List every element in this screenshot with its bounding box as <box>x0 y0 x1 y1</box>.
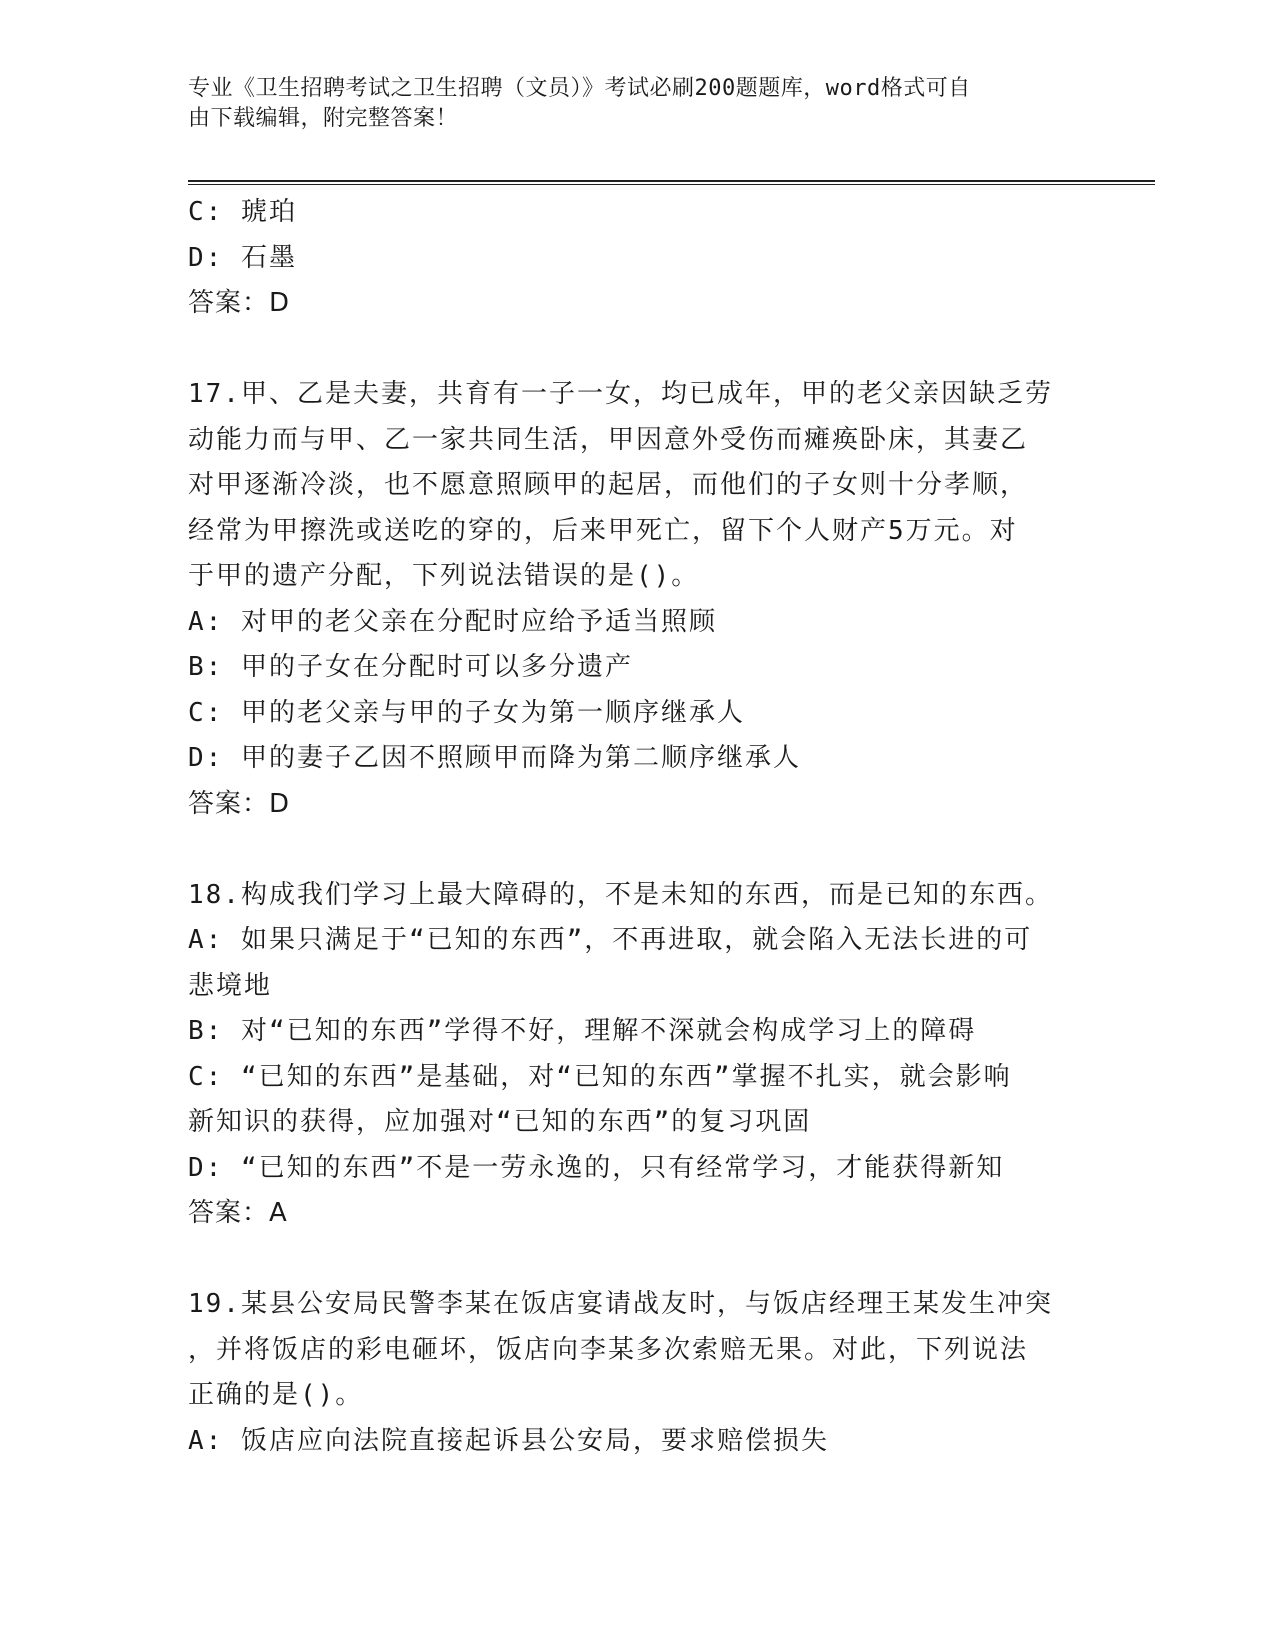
option-c: C: 琥珀 <box>188 197 297 227</box>
option-b: B: 对“已知的东西”学得不好，理解不深就会构成学习上的障碍 <box>188 1016 977 1046</box>
option-b: B: 甲的子女在分配时可以多分遗产 <box>188 652 633 682</box>
document-header <box>188 74 1068 134</box>
question-stem-line: 17.甲、乙是夫妻，共育有一子一女，均已成年，甲的老父亲因缺乏劳 <box>188 379 1053 409</box>
question-stem-line: 经常为甲擦洗或送吃的穿的，后来甲死亡，留下个人财产5万元。对 <box>188 515 1018 546</box>
spacer <box>188 1237 1078 1283</box>
question-18 <box>188 873 1078 1237</box>
option-d: D: 石墨 <box>188 242 297 273</box>
option-d: D: 甲的妻子乙因不照顾甲而降为第二顺序继承人 <box>188 743 801 773</box>
question-stem-line: 对甲逐渐冷淡，也不愿意照顾甲的起居，而他们的子女则十分孝顺， <box>188 470 1029 500</box>
option-c-line: C: “已知的东西”是基础，对“已知的东西”掌握不扎实，就会影响 <box>188 1061 1012 1092</box>
header-line-2: 由下载编辑，附完整答案！ <box>188 106 459 131</box>
option-d: D: “已知的东西”不是一劳永逸的，只有经常学习，才能获得新知 <box>188 1152 1005 1183</box>
document-body <box>188 190 1078 1464</box>
question-17 <box>188 372 1078 827</box>
previous-question-tail <box>188 190 1078 327</box>
question-19 <box>188 1282 1078 1464</box>
option-c-line: 新知识的获得，应加强对“已知的东西”的复习巩固 <box>188 1107 812 1137</box>
answer: 答案：A <box>188 1198 288 1228</box>
header-rule-thick <box>188 180 1155 182</box>
option-a-line: 悲境地 <box>188 970 273 1001</box>
option-a-line: A: 如果只满足于“已知的东西”，不再进取，就会陷入无法长进的可 <box>188 925 1033 955</box>
spacer <box>188 327 1078 373</box>
header-rule-thin <box>188 184 1155 185</box>
spacer <box>188 827 1078 873</box>
option-a: A: 饭店应向法院直接起诉县公安局，要求赔偿损失 <box>188 1425 829 1456</box>
header-line-1: 专业《卫生招聘考试之卫生招聘（文员）》考试必刷200题题库，word格式可自 <box>188 76 971 101</box>
question-stem-line: 于甲的遗产分配，下列说法错误的是()。 <box>188 561 700 591</box>
option-a: A: 对甲的老父亲在分配时应给予适当照顾 <box>188 606 717 637</box>
answer: 答案：D <box>188 788 291 819</box>
question-stem-line: 19.某县公安局民警李某在饭店宴请战友时，与饭店经理王某发生冲突 <box>188 1289 1053 1319</box>
option-c: C: 甲的老父亲与甲的子女为第一顺序继承人 <box>188 697 745 728</box>
answer: 答案：D <box>188 288 291 318</box>
question-stem-line: 动能力而与甲、乙一家共同生活，甲因意外受伤而瘫痪卧床，其妻乙 <box>188 424 1029 455</box>
question-stem-line: 18.构成我们学习上最大障碍的，不是未知的东西，而是已知的东西。 <box>188 879 1053 910</box>
question-stem-line: ，并将饭店的彩电砸坏，饭店向李某多次索赔无果。对此，下列说法 <box>188 1334 1029 1365</box>
question-stem-line: 正确的是()。 <box>188 1380 364 1410</box>
